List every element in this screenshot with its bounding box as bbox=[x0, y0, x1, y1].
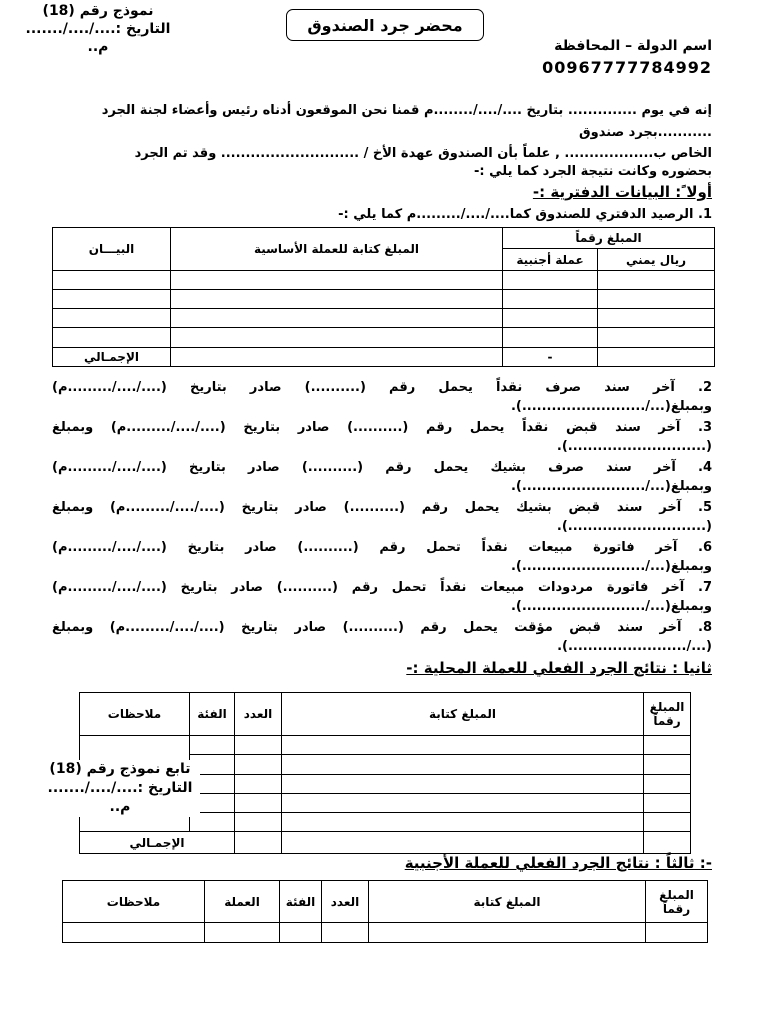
section-1-heading: أولا ً: البيانات الدفترية :- bbox=[532, 183, 712, 201]
col-amount-numeric: المبلغ رقماً bbox=[503, 228, 715, 249]
list-item: 6. آخر فاتورة مبيعات نقداً تحمل رقم (..........) صادر بتاريخ (..../..../.........م) وبمبلغ(.../.........................). bbox=[52, 540, 713, 574]
list-item: 2. آخر سند صرف نقداً يحمل رقم (..........) صادر بتاريخ (..../..../.........م) وبمبلغ(.../.........................). bbox=[52, 380, 712, 414]
item-1 bbox=[338, 207, 712, 222]
continuation-stamp bbox=[40, 760, 200, 817]
total-row bbox=[53, 347, 715, 366]
list-item: 5. آخر سند قبض بشيك يحمل رقم (..........) صادر بتاريخ (..../..../.........م) وبمبلغ (............................). bbox=[52, 500, 713, 534]
intro-line-2: ...........بجرد صندوق bbox=[579, 125, 712, 140]
continuation-date-suffix: م.. bbox=[109, 799, 131, 815]
continuation-form-number: تابع نموذج رقم (18) bbox=[49, 761, 191, 777]
col-currency: العملة bbox=[205, 881, 280, 923]
state-governorate: اسم الدولة – المحافظة bbox=[554, 38, 712, 54]
item-1-text: الرصيد الدفتري للصندوق كما..../..../.........م كما يلي :- bbox=[338, 207, 694, 222]
total-row bbox=[80, 832, 691, 854]
col-yemeni-rial: ريال يمني bbox=[598, 249, 715, 270]
form-number: نموذج رقم (18) bbox=[42, 3, 154, 19]
phone-number: 00967777784992 bbox=[542, 58, 712, 77]
foreign-currency-count-table bbox=[62, 880, 708, 943]
table-row bbox=[80, 735, 691, 754]
col-notes: ملاحظات bbox=[63, 881, 205, 923]
col-count: العدد bbox=[235, 693, 282, 736]
section-2-heading: ثانيا : نتائج الجرد الفعلي للعملة المحلية :- bbox=[406, 659, 712, 677]
list-item: 8. آخر سند قبض مؤقت يحمل رقم (..........) صادر بتاريخ (..../..../.........م) وبمبلغ (.../........................). bbox=[52, 620, 712, 654]
table-row bbox=[53, 289, 715, 308]
continuation-date: التاريخ :..../..../....... bbox=[47, 780, 193, 796]
col-count: العدد bbox=[322, 881, 369, 923]
intro-line-1: إنه في يوم .............. بتاريخ ..../..../........م قمنا نحن الموقعون أدناه رئيس وأعضاء لجنة الجرد bbox=[101, 103, 712, 118]
intro-line-3: الخاص ب.................. , علماً بأن الصندوق عهدة الأخ / ............................ وقد تم الجرد bbox=[134, 146, 712, 161]
form-date: التاريخ :..../..../....... bbox=[25, 21, 171, 37]
list-item: 7. آخر فاتورة مردودات مبيعات نقداً تحمل رقم (..........) صادر بتاريخ (..../..../.........م) وبمبلغ(.../.........................). bbox=[52, 580, 712, 614]
col-denomination: الفئة bbox=[280, 881, 322, 923]
col-statement: البيـــان bbox=[53, 228, 171, 271]
col-denomination: الفئة bbox=[190, 693, 235, 736]
col-written-amount: المبلغ كتابة bbox=[369, 881, 646, 923]
col-notes: ملاحظات bbox=[80, 693, 190, 736]
intro-line-4: بحضوره وكانت نتيجة الجرد كما يلي :- bbox=[474, 164, 712, 179]
col-amount-numeric: المبلغ رقماً bbox=[646, 881, 708, 923]
table-row bbox=[63, 923, 708, 943]
total-label: الإجمـالي bbox=[53, 347, 171, 366]
item-1-number: 1. bbox=[698, 207, 712, 222]
form-number-block bbox=[18, 2, 178, 56]
list-item: 4. آخر سند صرف بشيك يحمل رقم (..........) صادر بتاريخ (..../..../.........م) وبمبلغ(.../.........................). bbox=[52, 460, 713, 494]
col-written-amount: المبلغ كتابة bbox=[282, 693, 644, 736]
col-foreign-currency: عملة أجنبية bbox=[503, 249, 598, 270]
col-written-amount: المبلغ كتابة للعملة الأساسية bbox=[171, 228, 503, 271]
table-row bbox=[53, 270, 715, 289]
form-date-suffix: م.. bbox=[87, 39, 109, 55]
total-foreign: - bbox=[503, 347, 598, 366]
page-title: محضر جرد الصندوق bbox=[286, 9, 484, 41]
section-3-heading: -: ثالثاً : نتائج الجرد الفعلي للعملة الأجنبية bbox=[404, 854, 712, 872]
col-amount-numeric: المبلغ رقماً bbox=[644, 693, 691, 736]
total-label: الإجمـالي bbox=[80, 832, 235, 854]
table-row bbox=[53, 309, 715, 328]
table-row bbox=[53, 328, 715, 347]
book-balance-table bbox=[52, 227, 715, 367]
list-item: 3. آخر سند قبض نقداً يحمل رقم (..........) صادر بتاريخ (..../..../.........م) وبمبلغ (............................). bbox=[52, 420, 712, 454]
